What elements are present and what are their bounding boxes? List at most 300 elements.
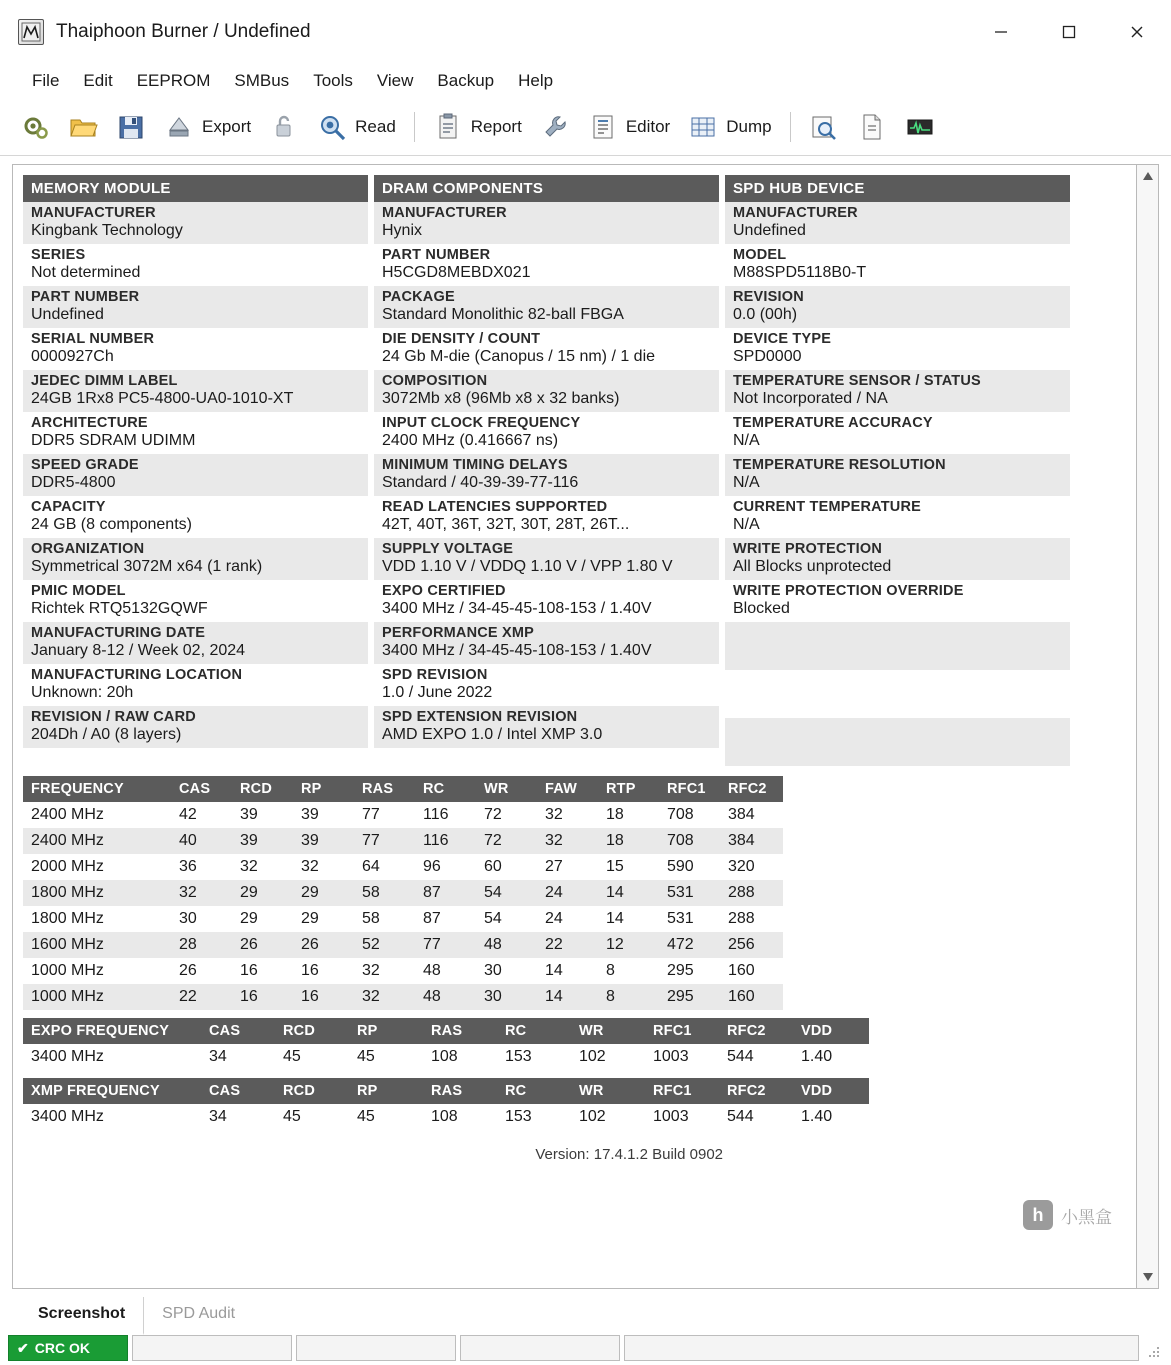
cell-rfc2: 320 [728,858,755,875]
cell-rc: 153 [505,1108,532,1125]
column-header-spd-hub-device: SPD HUB DEVICE [725,175,1070,202]
cell-frequency: 1000 MHz [23,984,173,1010]
cell-wr: 102 [579,1108,606,1125]
th-xmp-wr: WR [573,1078,647,1104]
cell-rfc2: 288 [728,910,755,927]
field-value: Standard / 40-39-39-77-116 [382,474,579,491]
cell-wr: 30 [478,984,539,1010]
field-temperature-resolution [725,454,1070,496]
cell-wr: 72 [484,806,502,823]
cell-frequency: 1600 MHz [23,932,173,958]
cell-vdd: 1.40 [801,1048,833,1065]
tab-bar [0,1289,1171,1335]
field-manufacturing-date [23,622,368,664]
field-series [23,244,368,286]
title-bar [0,0,1171,64]
field-spd-extension-revision [374,706,719,748]
cell-rcd: 29 [234,880,295,906]
field-label: SERIES [31,247,86,263]
status-cell-3 [460,1335,620,1361]
field-label: MODEL [733,247,787,263]
dump-icon [688,112,718,142]
th-expo-rc: RC [499,1018,573,1044]
th-xmp-rp: RP [351,1078,425,1104]
cell-rp: 39 [295,828,356,854]
cell-faw: 14 [539,984,600,1010]
cell-rtp: 18 [606,806,624,823]
timing-tables [23,776,833,1163]
toolbar [0,98,1171,156]
cell-faw: 27 [545,858,563,875]
field-value: 1.0 / June 2022 [382,684,493,701]
cell-rcd: 45 [283,1048,301,1065]
save-disk-icon [116,112,146,142]
table-row [23,958,783,984]
field-value: Unknown: 20h [31,684,134,701]
field-value: 3072Mb x8 (96Mb x8 x 32 banks) [382,390,620,407]
menu-help[interactable]: Help [518,71,554,90]
field-label: SPEED GRADE [31,457,139,473]
unlock-icon [269,112,299,142]
th-xmp-rfc2: RFC2 [721,1078,795,1104]
toolbar-separator-1 [414,112,415,142]
scrollbar-track[interactable] [1137,187,1158,1266]
cell-rfc2: 544 [727,1108,754,1125]
cell-rc: 116 [423,806,449,823]
cell-rp: 16 [295,984,356,1010]
th-rcd: RCD [234,776,295,802]
field-value: N/A [733,432,760,449]
cell-rc: 48 [423,962,441,979]
field-label: SERIAL NUMBER [31,331,155,347]
app-logo-icon [18,19,44,45]
menu-file[interactable]: File [32,71,60,90]
field-label: SPD EXTENSION REVISION [382,709,578,725]
field-label: CAPACITY [31,499,106,515]
cell-cas: 40 [173,828,234,854]
cell-ras: 108 [431,1108,458,1125]
cell-frequency: 3400 MHz [31,1108,104,1125]
cell-rp: 39 [301,806,319,823]
cell-rfc1: 708 [667,806,694,823]
spd-info-panel [12,164,1137,1289]
cell-ras: 52 [356,932,417,958]
waveform-button[interactable] [897,107,943,147]
cell-rfc1: 472 [661,932,722,958]
field-jedec-dimm-label [23,370,368,412]
scroll-down-icon[interactable] [1138,1266,1158,1288]
cell-rtp: 12 [600,932,661,958]
field-device-type [725,328,1070,370]
menu-smbus[interactable]: SMBus [234,71,290,90]
maximize-button[interactable] [1035,0,1103,64]
dump-button[interactable] [680,107,779,147]
field-organization [23,538,368,580]
field-die-density-count [374,328,719,370]
field-serial-number [23,328,368,370]
cell-wr: 30 [484,962,502,979]
cell-cas: 34 [209,1048,227,1065]
th-wr: WR [478,776,539,802]
th-expo-rcd: RCD [277,1018,351,1044]
status-bar [0,1335,1171,1365]
cell-wr: 54 [478,880,539,906]
table-row [23,906,783,932]
document-icon [857,112,887,142]
cell-rfc2: 288 [722,880,783,906]
field-temperature-accuracy [725,412,1070,454]
field-current-temperature [725,496,1070,538]
cell-rfc1: 531 [661,880,722,906]
cell-rfc2: 160 [728,962,755,979]
cell-rcd: 16 [240,962,258,979]
menu-eeprom[interactable]: EEPROM [136,71,211,90]
cell-rp: 32 [301,858,319,875]
cell-rtp: 14 [606,910,624,927]
field-label: MANUFACTURER [31,205,156,221]
field-label: PART NUMBER [31,289,140,305]
field-hub-model [725,244,1070,286]
field-label: TEMPERATURE ACCURACY [733,415,933,431]
cell-rcd: 39 [240,806,258,823]
window-title: Thaiphoon Burner / Undefined [56,21,311,42]
th-frequency: FREQUENCY [23,776,173,802]
cell-rc: 87 [417,880,478,906]
th-cas: CAS [173,776,234,802]
search-button[interactable] [801,107,847,147]
watermark-logo-icon: h [1023,1200,1053,1230]
th-rfc1: RFC1 [661,776,722,802]
field-value: January 8-12 / Week 02, 2024 [31,642,246,659]
cell-frequency: 1800 MHz [23,880,173,906]
window-controls [967,0,1171,64]
cell-rtp: 8 [600,984,661,1010]
unlock-button[interactable] [261,107,307,147]
cell-rc: 77 [417,932,478,958]
field-value: Standard Monolithic 82-ball FBGA [382,306,624,323]
cell-frequency: 1800 MHz [31,910,104,927]
cell-ras: 58 [362,910,380,927]
field-value: Not Incorporated / NA [733,390,888,407]
field-label: INPUT CLOCK FREQUENCY [382,415,581,431]
cell-rfc2: 384 [722,828,783,854]
table-row [23,828,783,854]
field-label: EXPO CERTIFIED [382,583,506,599]
field-value: 42T, 40T, 36T, 32T, 30T, 28T, 26T... [382,516,630,533]
cell-rtp: 18 [600,828,661,854]
cell-rc: 153 [505,1048,532,1065]
dump-label: Dump [726,116,772,136]
cell-rfc2: 160 [722,984,783,1010]
field-label: SPD REVISION [382,667,488,683]
field-label: PACKAGE [382,289,455,305]
editor-icon [588,112,618,142]
table-row [23,1104,869,1130]
open-button[interactable] [60,107,106,147]
xmp-timing-table [23,1078,869,1130]
resize-grip-icon[interactable] [1147,1345,1163,1361]
field-value: 24 GB (8 components) [31,516,192,533]
cell-wr: 102 [579,1048,606,1065]
waveform-icon [905,112,935,142]
field-label: TEMPERATURE SENSOR / STATUS [733,373,981,389]
table-row [23,802,783,828]
wrench-button[interactable] [532,107,578,147]
field-hub-revision [725,286,1070,328]
cell-ras: 77 [356,828,417,854]
read-button[interactable] [309,107,404,147]
field-value: Undefined [31,306,104,323]
cell-frequency: 1000 MHz [31,962,104,979]
cell-rfc1: 1003 [653,1048,689,1065]
search-icon [809,112,839,142]
field-write-protection [725,538,1070,580]
report-button[interactable] [425,107,530,147]
table-row [23,854,783,880]
cell-vdd: 1.40 [801,1108,833,1125]
field-value: 0000927Ch [31,348,114,365]
field-label: SUPPLY VOLTAGE [382,541,514,557]
field-value: 204Dh / A0 (8 layers) [31,726,182,743]
cell-rfc1: 531 [667,910,694,927]
cell-rc: 48 [417,984,478,1010]
report-icon [433,112,463,142]
field-pmic-model [23,580,368,622]
field-label: ORGANIZATION [31,541,145,557]
cell-rcd: 32 [240,858,258,875]
editor-label: Editor [625,116,671,136]
table-header-row [23,1018,869,1044]
th-rfc2: RFC2 [722,776,783,802]
cell-rp: 45 [357,1108,375,1125]
cell-rfc1: 295 [661,984,722,1010]
cell-cas: 36 [179,858,197,875]
field-label: MANUFACTURER [382,205,507,221]
th-xmp-rc: RC [499,1078,573,1104]
export-icon [164,112,194,142]
field-value: 0.0 (00h) [733,306,798,323]
field-revision-raw-card [23,706,368,748]
field-value: All Blocks unprotected [733,558,892,575]
cell-rcd: 39 [234,828,295,854]
cell-rc: 96 [423,858,441,875]
field-label: MINIMUM TIMING DELAYS [382,457,568,473]
wrench-icon [540,112,570,142]
field-label: DEVICE TYPE [733,331,832,347]
column-memory-module [23,175,368,748]
field-value: Richtek RTQ5132GQWF [31,600,208,617]
cell-rp: 16 [301,962,319,979]
field-label: PMIC MODEL [31,583,126,599]
field-label: JEDEC DIMM LABEL [31,373,178,389]
field-manufacturer [23,202,368,244]
field-value: VDD 1.10 V / VDDQ 1.10 V / VPP 1.80 V [382,558,673,575]
version-text: Version: 17.4.1.2 Build 0902 [535,1146,723,1163]
cell-rtp: 15 [606,858,624,875]
expo-timing-table [23,1018,869,1070]
field-label: MANUFACTURING LOCATION [31,667,243,683]
field-value: Kingbank Technology [31,222,183,239]
field-label: READ LATENCIES SUPPORTED [382,499,608,515]
field-label: DIE DENSITY / COUNT [382,331,541,347]
th-expo-rp: RP [351,1018,425,1044]
scroll-up-icon[interactable] [1138,165,1158,187]
field-performance-xmp [374,622,719,664]
field-label: TEMPERATURE RESOLUTION [733,457,946,473]
cell-wr: 60 [484,858,502,875]
menu-tools[interactable]: Tools [313,71,353,90]
cell-faw: 24 [539,880,600,906]
cell-frequency: 3400 MHz [31,1048,104,1065]
field-part-number [23,286,368,328]
th-xmp-cas: CAS [203,1078,277,1104]
watermark [1023,1200,1112,1230]
field-value: 3400 MHz / 34-45-45-108-153 / 1.40V [382,600,652,617]
status-badge-crc [8,1335,128,1361]
field-temperature-sensor-status [725,370,1070,412]
field-value: Not determined [31,264,141,281]
cell-faw: 24 [545,910,563,927]
tab-screenshot[interactable]: Screenshot [38,1305,126,1322]
field-hub-empty-3 [725,718,1070,766]
cell-wr: 54 [484,910,502,927]
vertical-scrollbar[interactable] [1137,164,1159,1289]
cell-ras: 64 [362,858,380,875]
cell-rfc2: 256 [722,932,783,958]
field-label: PART NUMBER [382,247,491,263]
th-expo-frequency: EXPO FREQUENCY [23,1018,203,1044]
cell-wr: 48 [478,932,539,958]
menu-view[interactable]: View [376,71,414,90]
field-value: AMD EXPO 1.0 / Intel XMP 3.0 [382,726,603,743]
toolbar-separator-2 [790,112,791,142]
read-label: Read [355,116,396,136]
cell-rfc2: 544 [727,1048,754,1065]
crc-label: CRC OK [34,1340,90,1356]
cell-faw: 32 [545,806,563,823]
field-value: 24GB 1Rx8 PC5-4800-UA0-1010-XT [31,390,294,407]
th-faw: FAW [539,776,600,802]
th-expo-cas: CAS [203,1018,277,1044]
field-manufacturing-location [23,664,368,706]
field-speed-grade [23,454,368,496]
field-value: 3400 MHz / 34-45-45-108-153 / 1.40V [382,642,652,659]
cell-rfc1: 295 [667,962,694,979]
th-xmp-vdd: VDD [795,1078,869,1104]
cell-wr: 72 [478,828,539,854]
column-spd-hub-device [725,175,1070,766]
info-columns [23,175,1126,766]
content-area [0,156,1171,1289]
th-expo-wr: WR [573,1018,647,1044]
cell-ras: 32 [356,984,417,1010]
th-expo-vdd: VDD [795,1018,869,1044]
cell-cas: 28 [173,932,234,958]
menu-edit[interactable]: Edit [83,71,113,90]
table-row [23,932,783,958]
field-hub-manufacturer [725,202,1070,244]
th-ras: RAS [356,776,417,802]
th-rtp: RTP [600,776,661,802]
field-expo-certified [374,580,719,622]
cell-rtp: 8 [606,962,615,979]
document-button[interactable] [849,107,895,147]
status-cell-1 [132,1335,292,1361]
field-value: 2400 MHz (0.416667 ns) [382,432,559,449]
field-label: ARCHITECTURE [31,415,148,431]
th-rp: RP [295,776,356,802]
cell-rcd: 29 [240,910,258,927]
field-label: REVISION [733,289,804,305]
cell-rcd: 26 [234,932,295,958]
field-value: M88SPD5118B0-T [733,264,867,281]
cell-ras: 77 [362,806,380,823]
watermark-text: 小黑盒 [1061,1207,1112,1227]
field-label: WRITE PROTECTION [733,541,882,557]
read-icon [317,112,347,142]
menu-backup[interactable]: Backup [437,71,495,90]
cell-cas: 32 [173,880,234,906]
open-folder-icon [68,112,98,142]
column-header-memory-module: MEMORY MODULE [23,175,368,202]
cell-rc: 116 [417,828,478,854]
cell-rfc1: 708 [661,828,722,854]
th-xmp-rfc1: RFC1 [647,1078,721,1104]
field-supply-voltage [374,538,719,580]
cell-cas: 22 [173,984,234,1010]
th-expo-rfc2: RFC2 [721,1018,795,1044]
cell-faw: 32 [539,828,600,854]
cell-frequency: 2400 MHz [31,806,104,823]
settings-button[interactable] [12,107,58,147]
field-capacity [23,496,368,538]
field-hub-empty-1 [725,622,1070,670]
field-dram-manufacturer [374,202,719,244]
menu-bar [0,64,1171,98]
table-row [23,880,783,906]
editor-button[interactable] [580,107,678,147]
th-expo-rfc1: RFC1 [647,1018,721,1044]
th-xmp-ras: RAS [425,1078,499,1104]
cell-rp: 29 [295,880,356,906]
field-value: Blocked [733,600,790,617]
field-value: N/A [733,474,760,491]
th-xmp-rcd: RCD [277,1078,351,1104]
field-read-latencies-supported [374,496,719,538]
field-hub-empty-2 [725,670,1070,718]
cell-cas: 26 [179,962,197,979]
table-row [23,1044,869,1070]
table-header-row [23,1078,869,1104]
check-icon: ✔ [17,1339,29,1356]
cell-rfc1: 590 [667,858,694,875]
export-button[interactable] [156,107,259,147]
minimize-button[interactable] [967,0,1035,64]
cell-cas: 30 [179,910,197,927]
cell-cas: 34 [209,1108,227,1125]
cell-faw: 14 [545,962,563,979]
jedec-timing-table [23,776,783,1010]
tab-spd-audit[interactable]: SPD Audit [143,1297,253,1335]
cell-rcd: 16 [234,984,295,1010]
cell-rp: 29 [301,910,319,927]
field-value: 24 Gb M-die (Canopus / 15 nm) / 1 die [382,348,656,365]
save-button[interactable] [108,107,154,147]
field-value: Hynix [382,222,423,239]
field-label: MANUFACTURER [733,205,858,221]
close-button[interactable] [1103,0,1171,64]
field-architecture [23,412,368,454]
